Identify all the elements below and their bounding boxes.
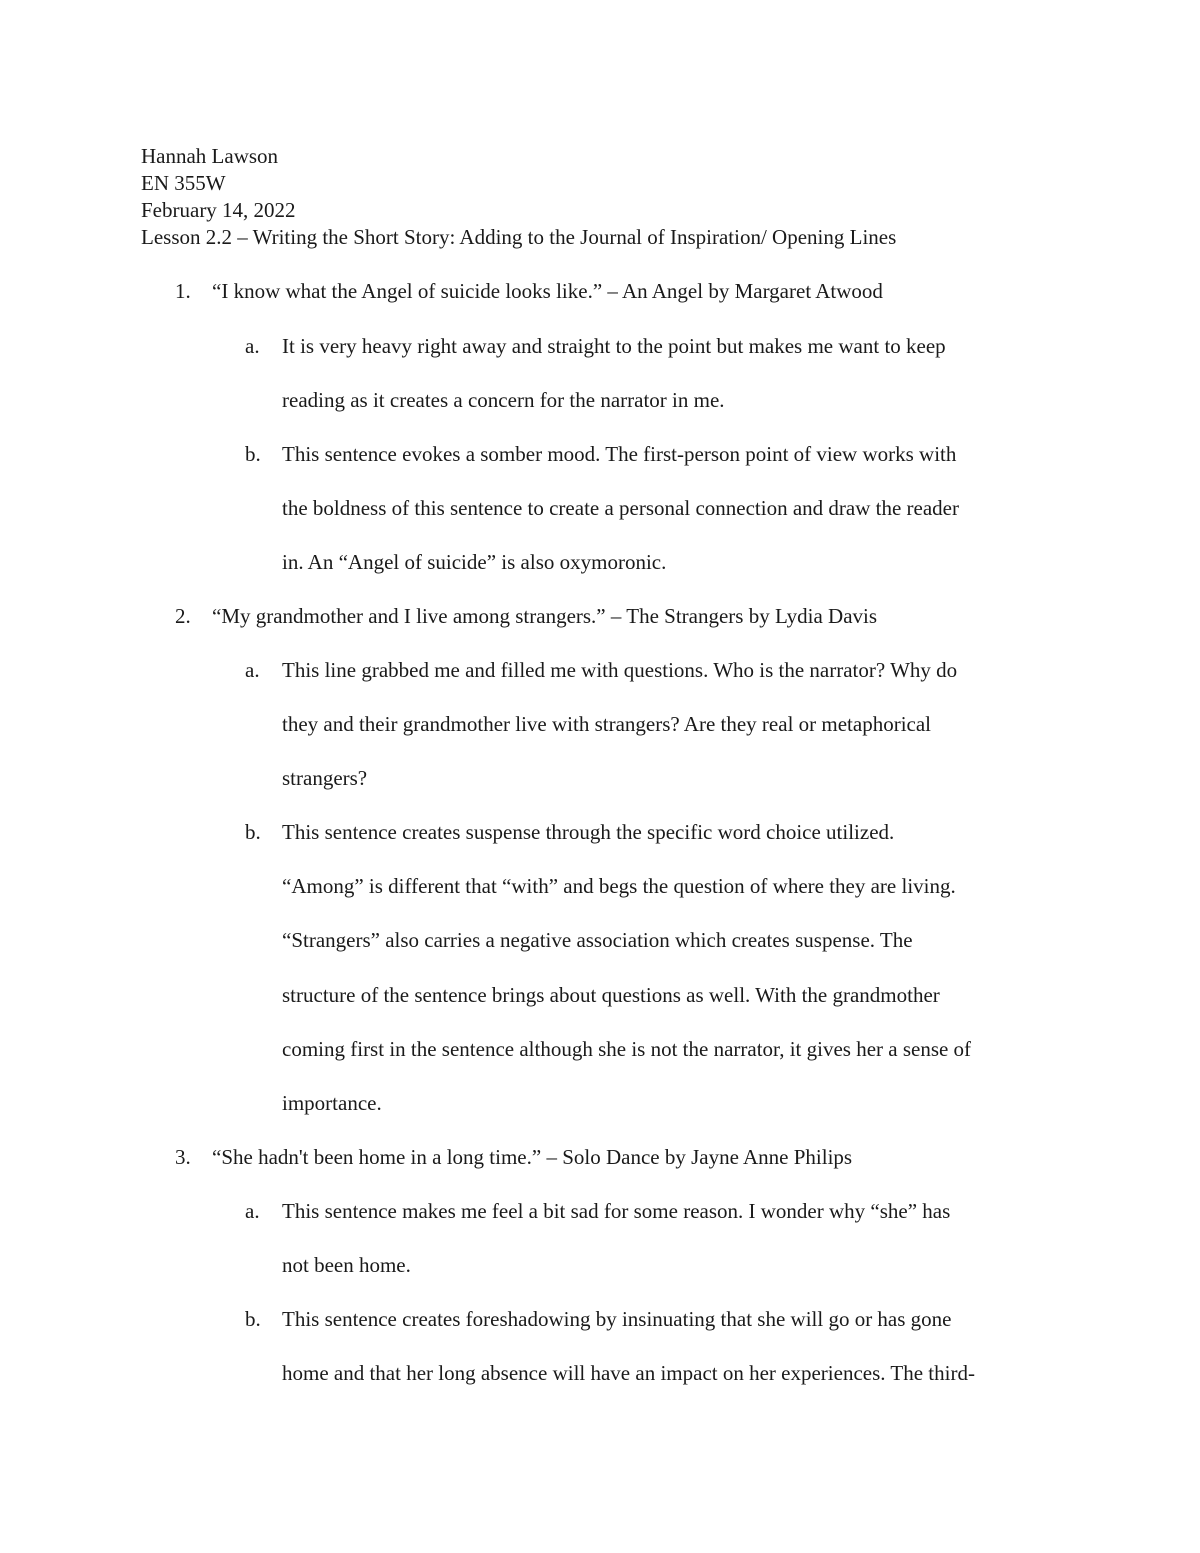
- commentary-line: importance.: [282, 1091, 382, 1115]
- commentary-line: This sentence makes me feel a bit sad for some reason. I wonder why “she” has: [282, 1199, 951, 1223]
- commentary-line: coming first in the sentence although she is not the narrator, it gives her a sense of: [282, 1037, 972, 1061]
- commentary-line: they and their grandmother live with strangers? Are they real or metaphorical: [282, 712, 932, 736]
- sub-item-marker: b.: [245, 442, 261, 466]
- opening-line-quote: “I know what the Angel of suicide looks like.” – An Angel by Margaret Atwood: [212, 279, 883, 303]
- sub-item-marker: b.: [245, 820, 261, 844]
- lesson-title: Lesson 2.2 – Writing the Short Story: Adding to the Journal of Inspiration/ Opening Lines: [141, 225, 897, 249]
- commentary-line: in. An “Angel of suicide” is also oxymoronic.: [282, 550, 667, 574]
- commentary-line: This sentence creates foreshadowing by insinuating that she will go or has gone: [282, 1307, 952, 1331]
- commentary-line: This sentence evokes a somber mood. The first-person point of view works with: [282, 442, 957, 466]
- list-item-marker: 3.: [175, 1145, 191, 1169]
- document-header: [141, 143, 896, 251]
- sub-item-marker: a.: [245, 658, 260, 682]
- document-date: February 14, 2022: [141, 198, 296, 222]
- opening-line-quote: “She hadn't been home in a long time.” – Solo Dance by Jayne Anne Philips: [212, 1145, 853, 1169]
- commentary-line: This sentence creates suspense through the specific word choice utilized.: [282, 820, 895, 844]
- commentary-line: the boldness of this sentence to create a personal connection and draw the reader: [282, 496, 959, 520]
- sub-item-marker: b.: [245, 1307, 261, 1331]
- author-name: Hannah Lawson: [141, 144, 279, 168]
- course-code: EN 355W: [141, 171, 226, 195]
- commentary-line: “Among” is different that “with” and begs the question of where they are living.: [282, 874, 956, 898]
- commentary-line: This line grabbed me and filled me with questions. Who is the narrator? Why do: [282, 658, 958, 682]
- commentary-line: structure of the sentence brings about questions as well. With the grandmother: [282, 983, 940, 1007]
- sub-item-marker: a.: [245, 1199, 260, 1223]
- commentary-line: strangers?: [282, 766, 368, 790]
- commentary-line: home and that her long absence will have an impact on her experiences. The third-: [282, 1361, 975, 1385]
- list-item-marker: 1.: [175, 279, 191, 303]
- commentary-line: reading as it creates a concern for the narrator in me.: [282, 388, 725, 412]
- opening-line-quote: “My grandmother and I live among strangers.” – The Strangers by Lydia Davis: [212, 604, 878, 628]
- commentary-line: not been home.: [282, 1253, 411, 1277]
- commentary-line: It is very heavy right away and straight to the point but makes me want to keep: [282, 334, 946, 358]
- commentary-line: “Strangers” also carries a negative association which creates suspense. The: [282, 928, 913, 952]
- sub-item-marker: a.: [245, 334, 260, 358]
- list-item-marker: 2.: [175, 604, 191, 628]
